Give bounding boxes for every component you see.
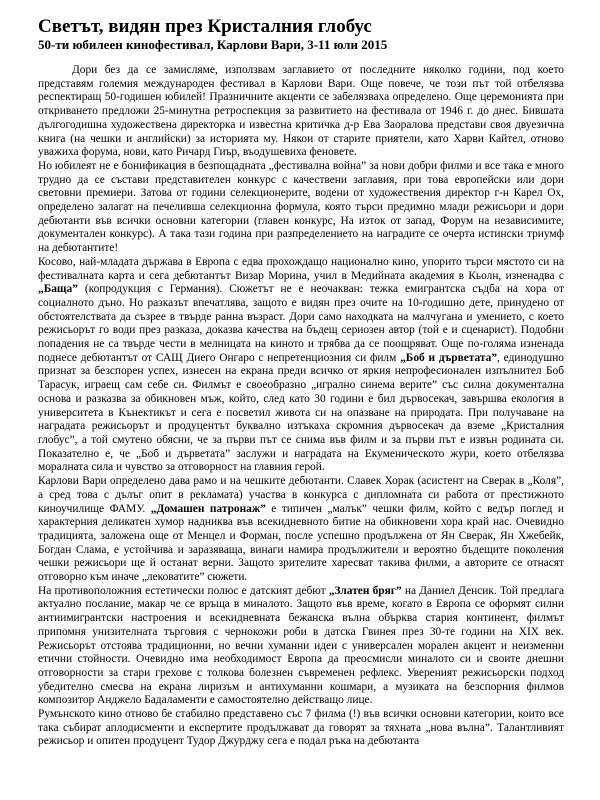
paragraph-2: Но юбилеят не е бонификация в безпощадната „фестивална война” за нови добри филми и все така е много трудно да се състави представителен конкурс с качествени заглавия, при това европейски или дори световни премиери. Затова от години селекционерите, водени от художествения директор г-н Карел Ох, определено залагат на печелившa селекционна формула, която търси предимно млади режисьори и дори дебютанти във всички основни категории (главен конкурс, На изток от запад, Форум на независимите, документален конкурс). А така тази година при разпределението на наградите се очерта истински триумф на дебютантите!: [38, 159, 564, 255]
article-subtitle: 50-ти юбилеен кинофестивал, Карлови Вари, 3-11 юли 2015: [38, 37, 388, 52]
film-title: „Златен бряг”: [328, 584, 402, 597]
paragraph-3: Косово, най-младата държава в Европа с едва прохождащо национално кино, упорито търси мястото си на фестивалната карта и сега дебютантът Визар Морина, учил в Медийната академия в Кьолн, изненадва с „Баща” (копродукция с Германия). Сюжетът не е неочакван: тежка емигрантска съдба на хора от социалното дъно. Но разказът впечатлява, защото е видян през очите на 10-годишно дете, принудено от обстоятелствата да съзрее в твърде ранна възраст. Дори само находката на малчугана и умението, с което режисьорът го води през разказа, доказва качества на бъдещ сериозен автор (той е и сценарист). Подобни попадения не са твърде чести в мелницата на киното и трябва да се поощряват. Още по-голяма изненада поднесе дебютантът от САЩ Диего Онгаро с непретенциозния си филм „Боб и дърветата”, единодушно признат за безспорен успех, изнесен на екрана преди всичко от яркия непрофесионален изпълнител Боб Тарасук, играещ сам себе си. Филмът е своеобразно „игрално синема верите” със силна документална основа и разказва за обикновен мъж, който, след като 30 години е бил дървосекач, завършва екология в университета в Кънектикът и сега е посветил живота си на опазване на природата. При получаване на наградата режисьорът и продуцентът буквално изтъкаха скромния дървосекач да вземе „Кристалния глобус”, а той смутено обясни, че за първи път се снима във филм и за първи път е извън родината си. Показателно е, че „Боб и дърветата” заслужи и наградата на Екуменическото жури, което отбелязва моралната сила и чувство за отговорност на главния герой.: [38, 255, 564, 474]
paragraph-4: Карлови Вари определено дава рамо и на чешките дебютанти. Славек Хорак (асистент на Сверак в „Коля”, а сред това с дълъг опит в рекламата) участва в конкурса с дипломната си работа от престижното киноучилище ФАМУ. „Домашен патронаж” е типичен „малък” чешки филм, който с ведър поглед и характерния деликатен хумор надниква във всекидневното битие на обикновени хора край нас. Очевидно традицията, заложена още от Менцел и Форман, после успешно продължена от Ян Сверак, Ян Хжебейк, Богдан Слама, е устойчива и заразяваща, винаги намира продължители и вероятно бъдещите поколения чешки режисьори ще й останат верни. Защото зрителите харесват такива филми, а авторите се отнасят отговорно към иначе „лековатите” сюжети.: [38, 475, 564, 584]
article-title: Светът, видян през Кристалния глобус: [38, 16, 372, 37]
paragraph-5: На противоположния естетически полюс е датският дебют „Златен бряг” на Даниел Денсик. Той предлага актуално послание, макар че се връща в миналото. Защото във време, когато в Европа се оформят силни антиимигрантски настроения и всекидневната бежанска вълна обърква стария континент, филмът припомня унизителната търговия с чернокожи роби в датска Гвинея през 30-те години на XIX век. Режисьорът отстоява традиционни, но вечни хуманни идеи с универсален морален акцент и неизменни етични стойности. Очевидно има необходимост Европа да преосмисли миналото си и своите днешни отговорности за стари грехове с толкова болезнен съвременен рефлекс. Увереният режисьорски подход убедително смесва на екрана лиризъм и антихуманни кошмари, а музиката на безспорния филмов композитор Анджело Бадаламенти е самостоятелно действащо лице.: [38, 584, 564, 707]
film-title: „Баща”: [38, 283, 78, 296]
paragraph-6: Румънското кино отново бе стабилно представено със 7 филма (!) във всички основни категории, които все така събират аплодисменти и експертите продължават да говорят за тяхната „нова вълна”. Талантливият режисьор и опитен продуцент Тудор Джурджу сега е подал ръка на дебютанта: [38, 708, 564, 748]
film-title: „Домашен патронаж”: [150, 502, 266, 515]
article-body: [38, 64, 564, 749]
film-title: „Боб и дърветата”: [400, 351, 498, 364]
paragraph-1: Дори без да се замисляме, използвам заглавието от последните няколко години, под което представям големия международен фестивал в Карлови Вари. Още повече, че този път той отбелязва респектиращ 50-годишен юбилей! Празничните акценти се забелязваха определено. Още церемонията при откриването предложи 25-минутна ретроспекция за развитието на фестивала от 1946 г. до днес. Бившата дългогодишна художествена директорка и известна критичка д-р Ева Заоралова представи своя двуезична книга (на чешки и английски) за историята му. Някои от старите приятели, като Харви Кайтел, отново уважиха форума, нови, като Ричард Гиър, въодушевиха феновете.: [38, 64, 564, 159]
